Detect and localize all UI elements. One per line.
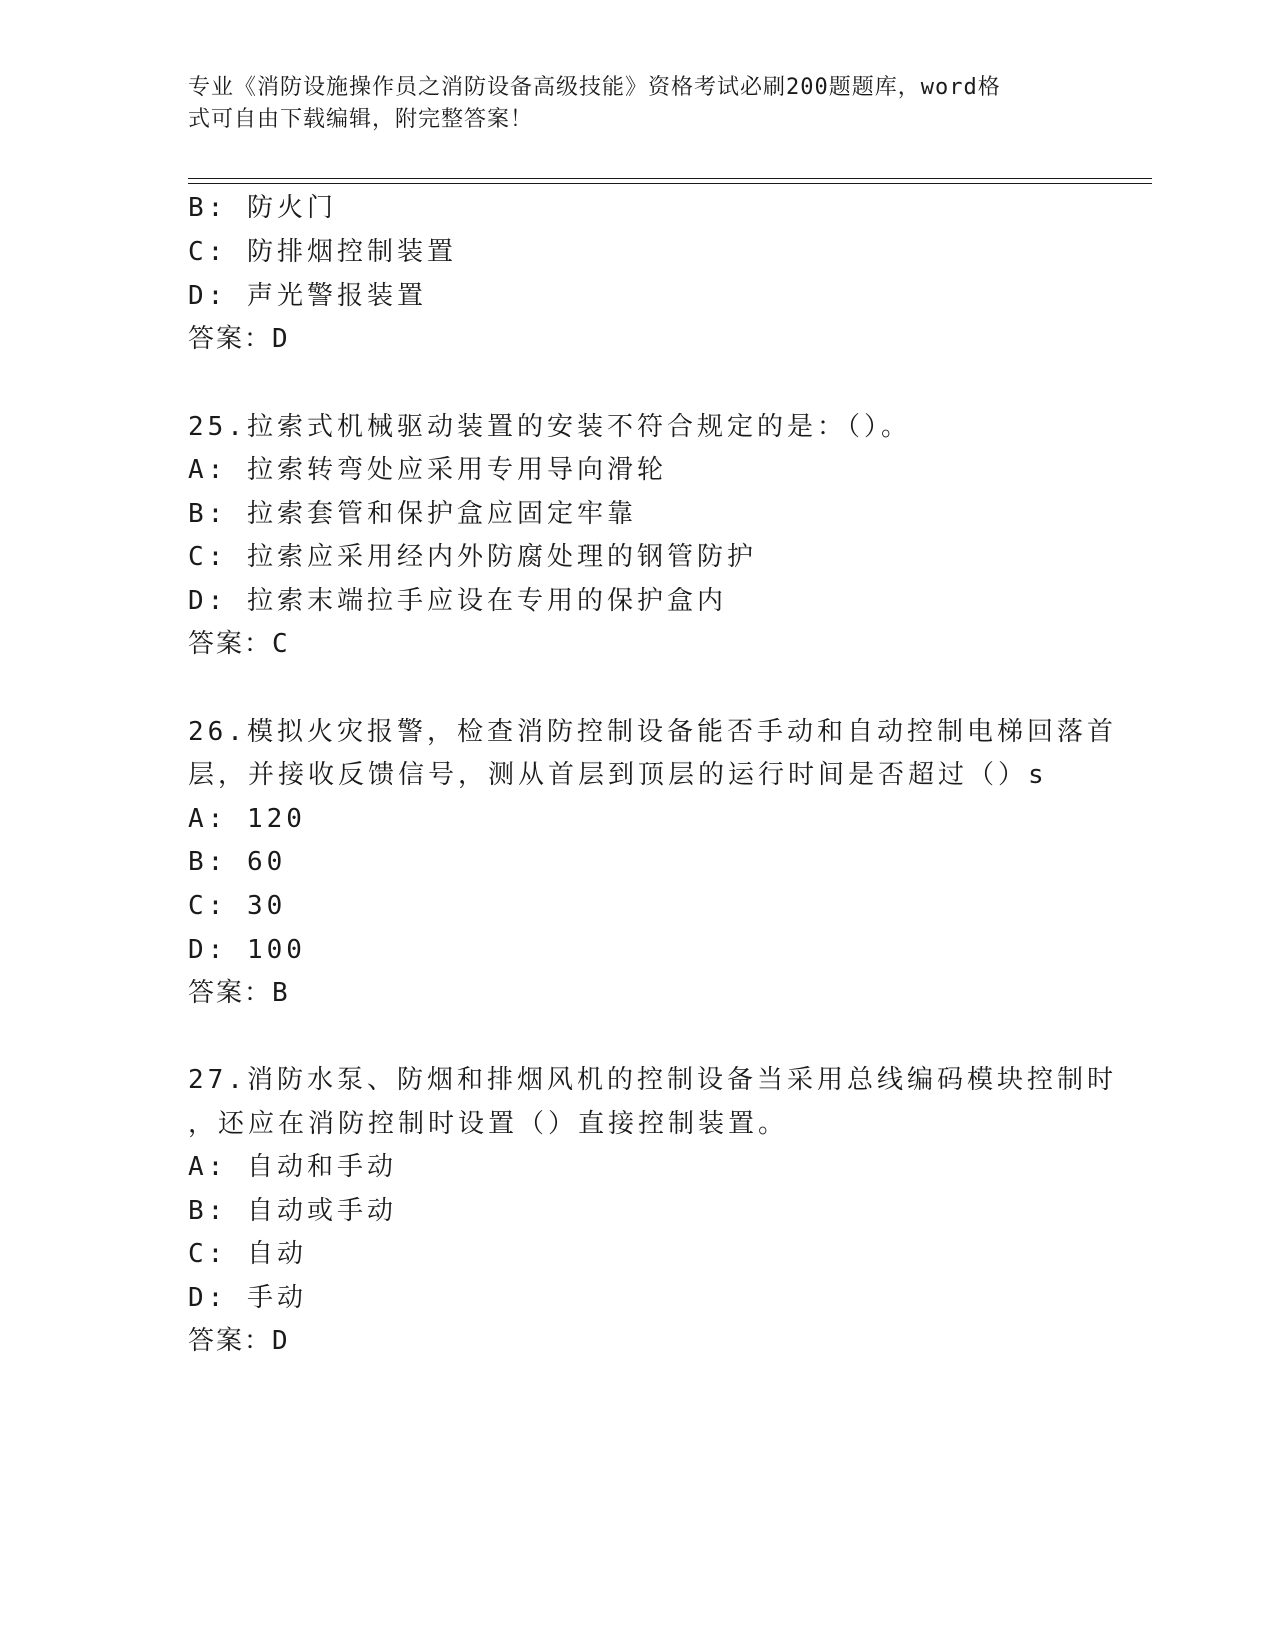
prev-question-option-b: B: 防火门 — [188, 193, 337, 223]
q25-option-d: D: 拉索末端拉手应设在专用的保护盒内 — [188, 586, 727, 616]
q27-option-b: B: 自动或手动 — [188, 1196, 397, 1226]
q27-option-d: D: 手动 — [188, 1283, 307, 1313]
q25-option-c: C: 拉索应采用经内外防腐处理的钢管防护 — [188, 542, 757, 572]
header-line-1: 专业《消防设施操作员之消防设备高级技能》资格考试必刷200题题库，word格 — [188, 75, 1001, 100]
q26-stem-line-2: 层，并接收反馈信号，测从首层到顶层的运行时间是否超过（）s — [188, 760, 1048, 790]
q26-option-d: D: 100 — [188, 935, 306, 965]
header-line-2: 式可自由下载编辑，附完整答案！ — [188, 107, 534, 132]
prev-question-option-c: C: 防排烟控制装置 — [188, 237, 457, 267]
q27-option-a: A: 自动和手动 — [188, 1152, 397, 1182]
q26-option-c: C: 30 — [188, 891, 287, 921]
header-divider-top — [188, 178, 1152, 179]
q27-answer: 答案：D — [188, 1326, 290, 1356]
header-divider-bottom — [188, 183, 1152, 184]
q25-option-b: B: 拉索套管和保护盒应固定牢靠 — [188, 499, 637, 529]
document-header — [188, 72, 1088, 136]
prev-question-option-d: D: 声光警报装置 — [188, 281, 427, 311]
q25-option-a: A: 拉索转弯处应采用专用导向滑轮 — [188, 455, 667, 485]
q25-answer: 答案：C — [188, 629, 290, 659]
q25-stem: 25.拉索式机械驱动装置的安装不符合规定的是：（）。 — [188, 412, 911, 442]
q26-answer: 答案：B — [188, 978, 290, 1008]
q27-option-c: C: 自动 — [188, 1239, 307, 1269]
q26-option-b: B: 60 — [188, 847, 287, 877]
q26-stem-line-1: 26.模拟火灾报警，检查消防控制设备能否手动和自动控制电梯回落首 — [188, 717, 1117, 747]
q27-stem-line-1: 27.消防水泵、防烟和排烟风机的控制设备当采用总线编码模块控制时 — [188, 1065, 1117, 1095]
q27-stem-line-2: ，还应在消防控制时设置（）直接控制装置。 — [188, 1109, 789, 1139]
prev-question-answer: 答案：D — [188, 324, 290, 354]
q26-option-a: A: 120 — [188, 804, 306, 834]
